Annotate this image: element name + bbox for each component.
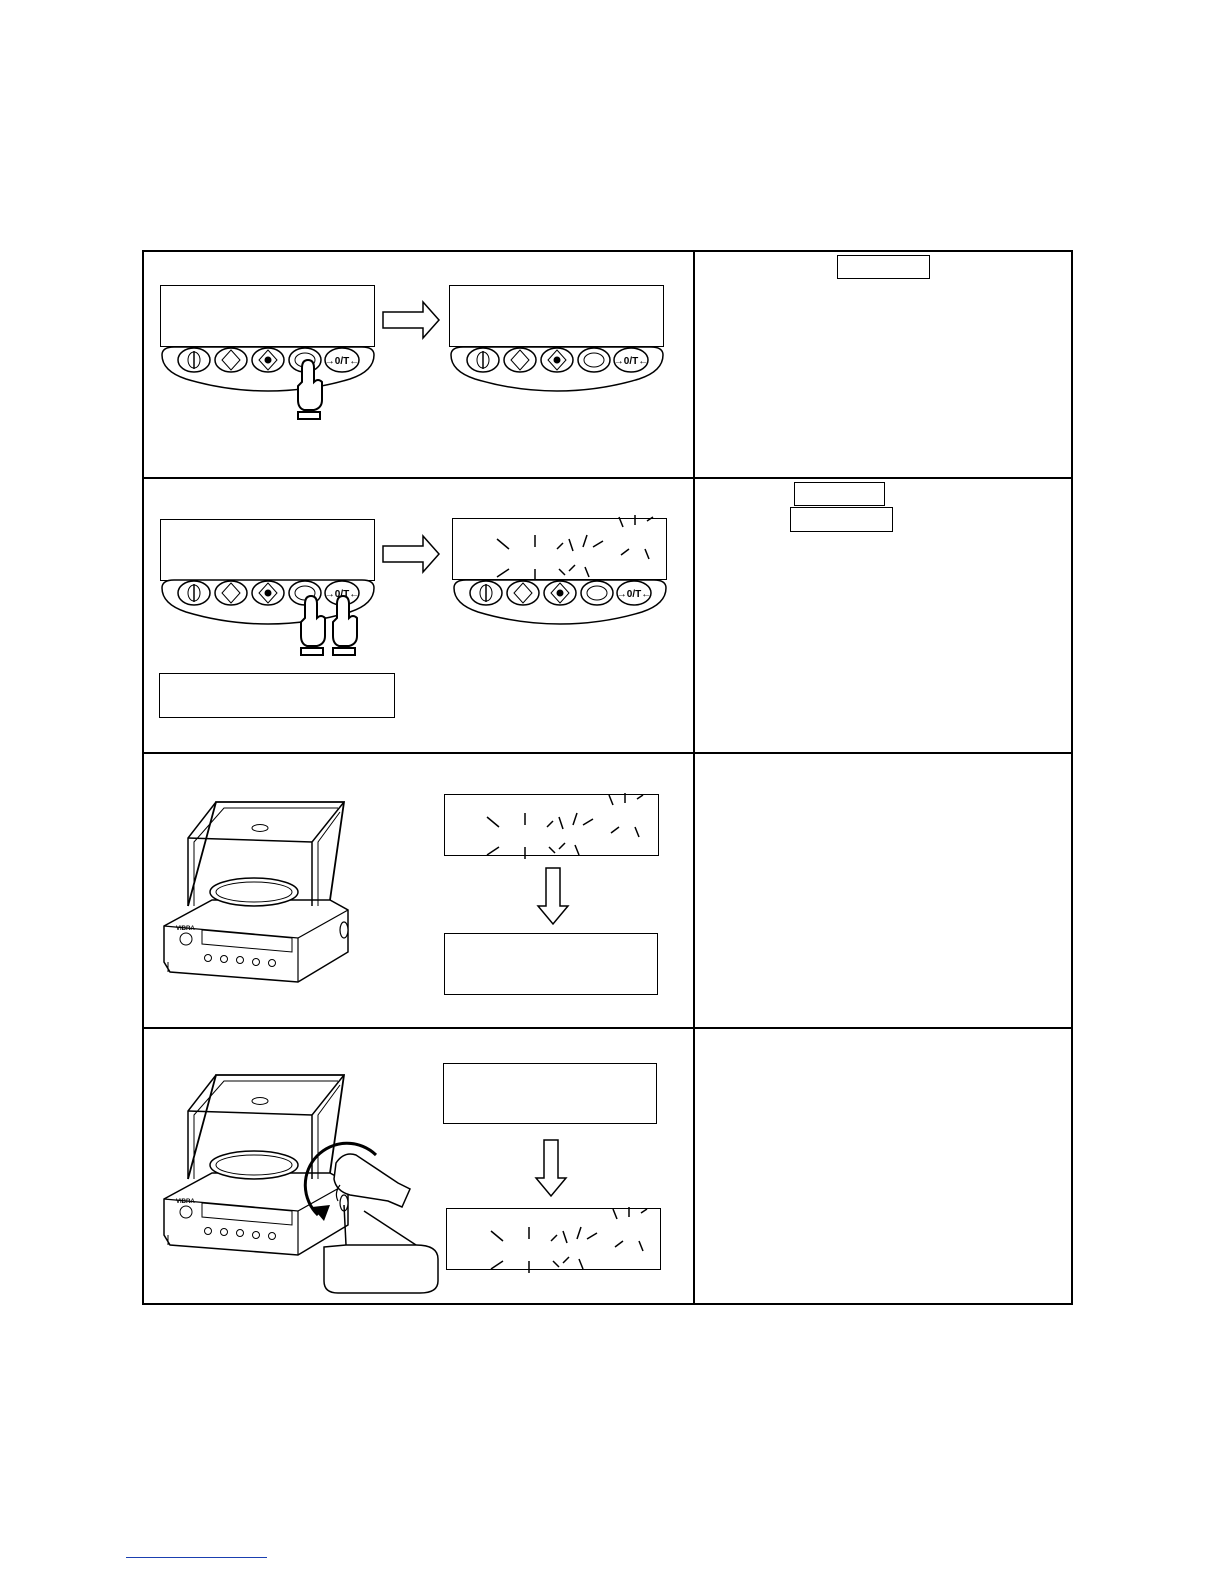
balance-icon xyxy=(162,802,352,987)
display-before-2 xyxy=(160,519,375,581)
arrow-right-icon xyxy=(383,536,441,574)
key-label-box-1 xyxy=(794,482,885,506)
hand-icon xyxy=(335,596,359,658)
flash-marks-icon xyxy=(451,521,666,583)
display-before-4 xyxy=(443,1063,657,1124)
key-label-box-2 xyxy=(790,507,893,532)
footer-link-underline[interactable] xyxy=(126,1557,267,1558)
keypad-row1-right xyxy=(449,347,665,393)
column-divider xyxy=(693,250,695,1305)
key-label-box xyxy=(837,255,930,279)
knob-callout xyxy=(310,1145,445,1295)
hand-icon xyxy=(303,596,327,658)
arrow-right-icon xyxy=(383,302,441,340)
display-result xyxy=(444,933,658,995)
display-flashing xyxy=(452,518,667,580)
display-flashing-2 xyxy=(444,794,659,856)
display-after xyxy=(449,285,664,347)
flash-marks-icon xyxy=(445,1213,660,1275)
keypad-row2-right xyxy=(452,580,668,626)
display-flashing-3 xyxy=(446,1208,661,1270)
row-divider-2 xyxy=(142,752,1073,754)
keypad-row1-left xyxy=(160,347,376,393)
note-box xyxy=(159,673,395,718)
flash-marks-icon xyxy=(441,799,656,861)
arrow-down-icon xyxy=(538,868,570,926)
display-before xyxy=(160,285,375,347)
row-divider-3 xyxy=(142,1027,1073,1029)
row-divider-1 xyxy=(142,477,1073,479)
hand-icon xyxy=(300,360,324,422)
arrow-down-icon xyxy=(536,1140,568,1198)
